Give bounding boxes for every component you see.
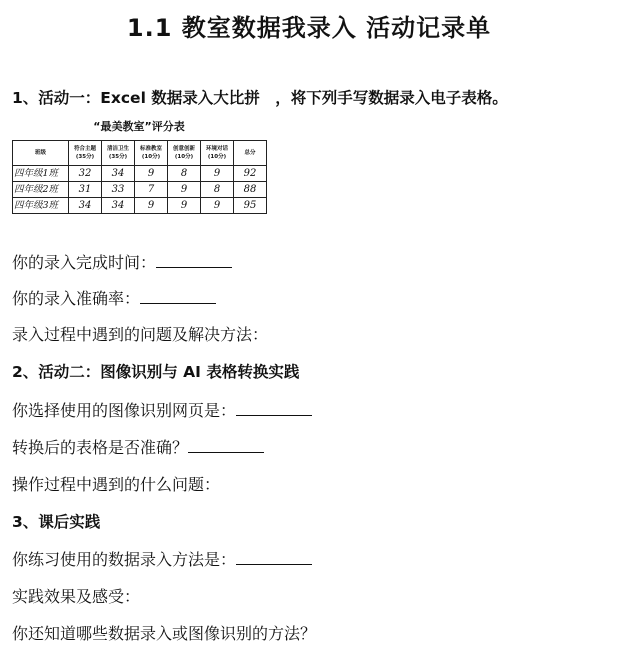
score-cell: 34 bbox=[102, 198, 135, 214]
activity2-heading: 2、活动二：图像识别与 AI 表格转换实践 bbox=[12, 363, 300, 381]
record-problems-label: 录入过程中遇到的问题及解决方法： bbox=[12, 325, 269, 344]
practice-effect-label: 实践效果及感受： bbox=[12, 587, 141, 606]
table-row bbox=[13, 198, 267, 214]
record-accuracy-label: 你的录入准确率： bbox=[12, 289, 141, 308]
ocr-webpage-line bbox=[12, 398, 312, 421]
class-name-cell: 四年级2班 bbox=[13, 182, 69, 198]
score-header-cell bbox=[135, 141, 168, 166]
score-header-cell bbox=[102, 141, 135, 166]
score-cell: 8 bbox=[168, 166, 201, 182]
score-header-text: 清洁卫生 bbox=[106, 146, 129, 152]
score-header-text: 标准教室 bbox=[139, 146, 162, 152]
score-header-text: 创意创新 bbox=[172, 146, 195, 152]
page-title: 1.1 教室数据我录入 活动记录单 bbox=[126, 14, 492, 42]
score-header-text: 班级 bbox=[34, 150, 46, 156]
score-header-text: (10分) bbox=[141, 154, 161, 160]
score-cell: 92 bbox=[234, 166, 267, 182]
ocr-webpage-blank[interactable] bbox=[236, 401, 312, 416]
score-header-text: 环境对话 bbox=[205, 146, 228, 152]
score-header-cell bbox=[69, 141, 102, 166]
practice-method-line bbox=[12, 547, 312, 570]
score-cell: 7 bbox=[135, 182, 168, 198]
score-header-cell bbox=[234, 141, 267, 166]
score-header-text: 总分 bbox=[244, 150, 256, 156]
score-header-text: 符合主题 bbox=[73, 146, 96, 152]
score-header-text: (10分) bbox=[174, 154, 194, 160]
other-methods-label: 你还知道哪些数据录入或图像识别的方法？ bbox=[12, 624, 317, 643]
record-accuracy-blank[interactable] bbox=[140, 289, 216, 304]
score-cell: 9 bbox=[135, 166, 168, 182]
practice-method-blank[interactable] bbox=[236, 550, 312, 565]
score-cell: 9 bbox=[168, 182, 201, 198]
activity1-heading: 1、活动一：Excel 数据录入大比拼 ，将下列手写数据录入电子表格。 bbox=[12, 89, 508, 107]
score-cell: 34 bbox=[102, 166, 135, 182]
record-time-blank[interactable] bbox=[156, 253, 232, 268]
record-accuracy-line bbox=[12, 286, 216, 309]
score-cell: 95 bbox=[234, 198, 267, 214]
score-cell: 88 bbox=[234, 182, 267, 198]
table-accurate-line bbox=[12, 435, 264, 458]
table-accurate-blank[interactable] bbox=[188, 438, 264, 453]
class-name-cell: 四年级1班 bbox=[13, 166, 69, 182]
operation-problems-label: 操作过程中遇到的什么问题： bbox=[12, 475, 221, 494]
class-name-cell: 四年级3班 bbox=[13, 198, 69, 214]
score-cell: 9 bbox=[135, 198, 168, 214]
practice-heading: 3、课后实践 bbox=[12, 513, 101, 531]
table-row bbox=[13, 182, 267, 198]
score-header-cell bbox=[168, 141, 201, 166]
record-time-line bbox=[12, 250, 232, 273]
table-row bbox=[13, 166, 267, 182]
practice-method-label: 你练习使用的数据录入方法是： bbox=[12, 550, 237, 569]
table-accurate-label: 转换后的表格是否准确？ bbox=[12, 438, 189, 457]
score-cell: 34 bbox=[69, 198, 102, 214]
score-header-text: (35分) bbox=[75, 154, 95, 160]
score-cell: 8 bbox=[201, 182, 234, 198]
score-cell: 9 bbox=[201, 166, 234, 182]
ocr-webpage-label: 你选择使用的图像识别网页是： bbox=[12, 401, 237, 420]
record-time-label: 你的录入完成时间： bbox=[12, 253, 157, 272]
score-cell: 32 bbox=[69, 166, 102, 182]
score-header-cell bbox=[201, 141, 234, 166]
handwritten-score-sheet bbox=[12, 118, 266, 222]
score-cell: 33 bbox=[102, 182, 135, 198]
score-table bbox=[12, 140, 267, 214]
score-header-cell bbox=[13, 141, 69, 166]
score-header-text: (35分) bbox=[108, 154, 128, 160]
score-cell: 9 bbox=[168, 198, 201, 214]
score-sheet-caption: “最美教室”评分表 bbox=[93, 120, 185, 133]
score-cell: 9 bbox=[201, 198, 234, 214]
score-cell: 31 bbox=[69, 182, 102, 198]
score-header-text: (10分) bbox=[207, 154, 227, 160]
